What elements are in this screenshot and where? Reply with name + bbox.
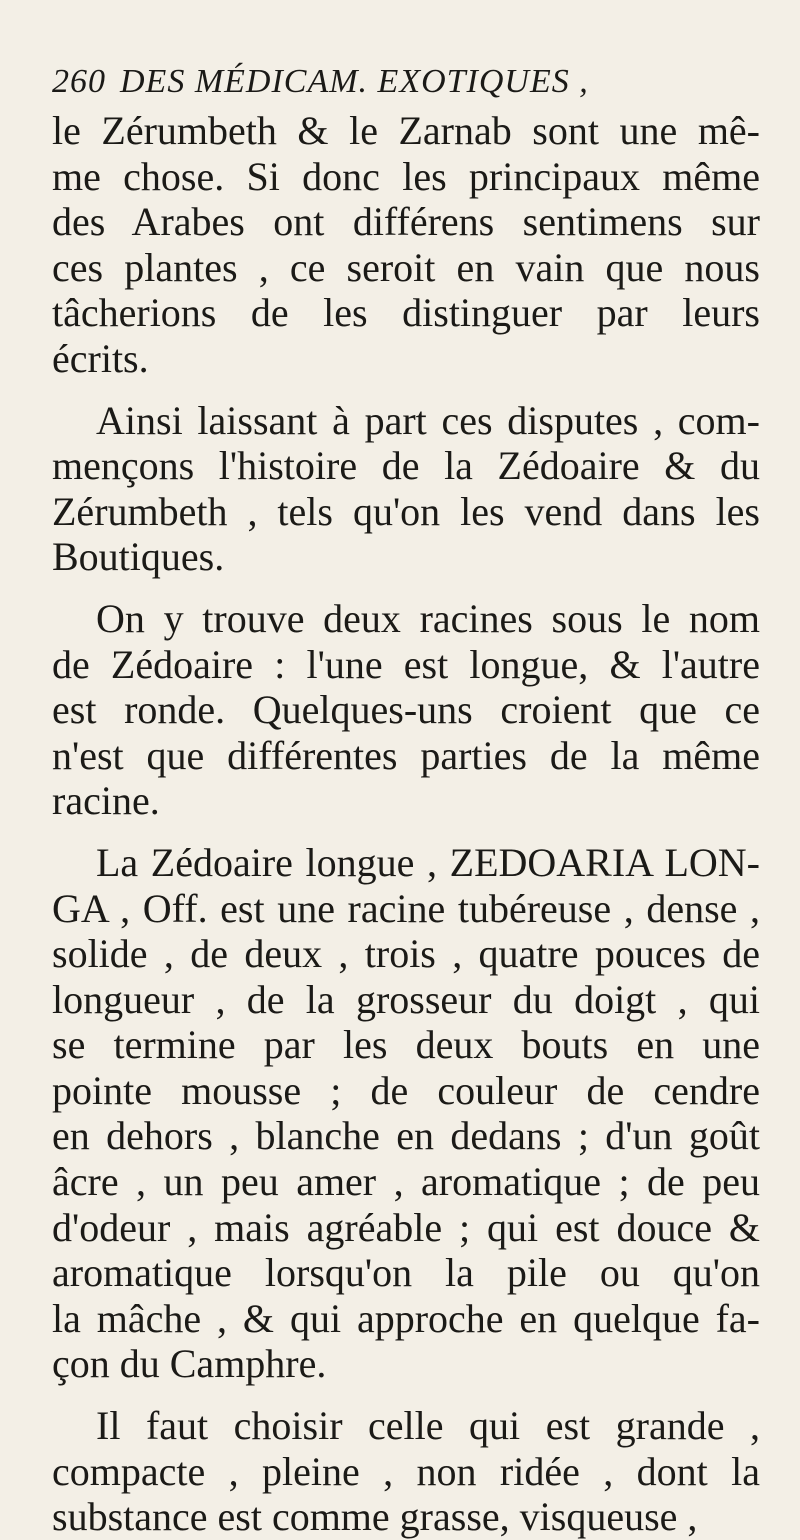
text-line: la mâche , & qui approche en quelque fa- — [52, 1295, 760, 1341]
text-line: Ainsi laissant à part ces disputes , com- — [96, 397, 760, 443]
text-line: substance est comme grasse, visqueuse , — [52, 1494, 698, 1540]
running-head — [52, 62, 760, 102]
text-body — [52, 108, 760, 1540]
text-line: le Zérumbeth & le Zarnab sont une mê- — [52, 108, 760, 153]
text-line: en dehors , blanche en dedans ; d'un goût — [52, 1113, 760, 1159]
text-line: se termine par les deux bouts en une — [52, 1022, 760, 1068]
text-line: La Zédoaire longue , ZEDOARIA LON- — [96, 839, 760, 885]
text-line: Boutiques. — [52, 534, 225, 580]
text-line: est ronde. Quelques-uns croient que ce — [52, 687, 760, 733]
text-line: GA , Off. est une racine tubéreuse , dense , — [52, 885, 760, 931]
text-line: tâcherions de les distinguer par leurs — [52, 290, 760, 336]
text-line: racine. — [52, 778, 160, 824]
text-line: ces plantes , ce seroit en vain que nous — [52, 244, 760, 290]
page-number: 260 — [52, 63, 106, 100]
paragraph — [52, 840, 760, 1387]
text-line: çon du Camphre. — [52, 1341, 327, 1387]
paragraph — [52, 398, 760, 580]
text-line: compacte , pleine , non ridée , dont la — [52, 1448, 760, 1494]
text-line: de Zédoaire : l'une est longue, & l'autre — [52, 641, 760, 687]
text-line: mençons l'histoire de la Zédoaire & du — [52, 443, 760, 489]
paragraph — [52, 596, 760, 824]
text-line: me chose. Si donc les principaux même — [52, 153, 760, 199]
text-line: des Arabes ont différens sentimens sur — [52, 199, 760, 245]
text-line: d'odeur , mais agréable ; qui est douce & — [52, 1204, 760, 1250]
text-line: pointe mousse ; de couleur de cendre — [52, 1067, 760, 1113]
text-line: Il faut choisir celle qui est grande , — [96, 1403, 760, 1449]
text-line: On y trouve deux racines sous le nom — [96, 595, 760, 641]
text-line: Zérumbeth , tels qu'on les vend dans les — [52, 488, 760, 534]
text-line: n'est que différentes parties de la même — [52, 732, 760, 778]
paragraph — [52, 1403, 760, 1540]
text-line: longueur , de la grosseur du doigt , qui — [52, 976, 760, 1022]
paragraph — [52, 108, 760, 382]
text-line: écrits. — [52, 335, 149, 381]
text-line: âcre , un peu amer , aromatique ; de peu — [52, 1159, 760, 1205]
running-head-title: DES MÉDICAM. EXOTIQUES , — [120, 63, 589, 100]
text-line: solide , de deux , trois , quatre pouces de — [52, 931, 760, 977]
text-line: aromatique lorsqu'on la pile ou qu'on — [52, 1250, 760, 1296]
